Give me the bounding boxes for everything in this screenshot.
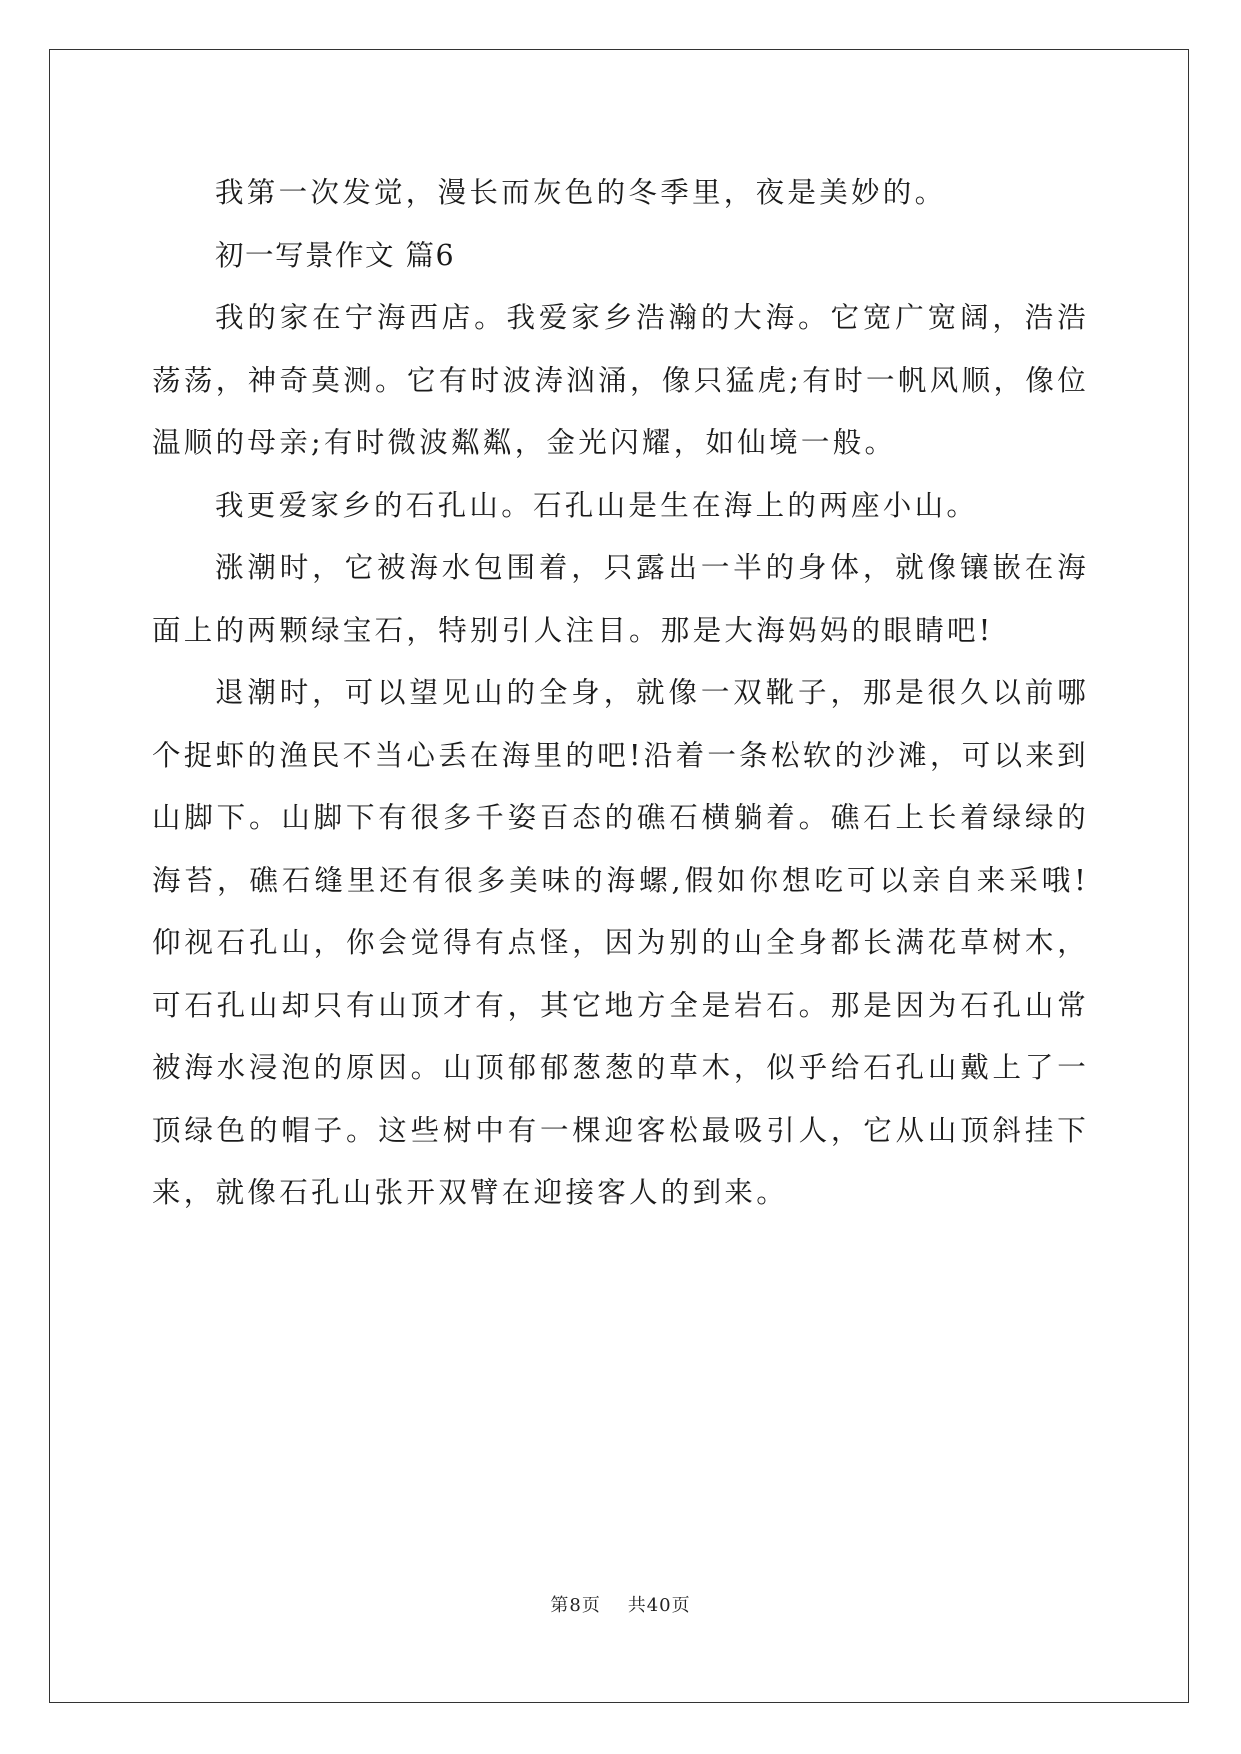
- paragraph-low-tide: 退潮时，可以望见山的全身，就像一双靴子，那是很久以前哪个捉虾的渔民不当心丢在海里的吧!沿着一条松软的沙滩，可以来到山脚下。山脚下有很多千姿百态的礁石横躺着。礁石上长着绿绿的海苔，礁石缝里还有很多美味的海螺,假如你想吃可以亲自来采哦!仰视石孔山，你会觉得有点怪，因为别的山全身都长满花草树木，可石孔山却只有山顶才有，其它地方全是岩石。那是因为石孔山常被海水浸泡的原因。山顶郁郁葱葱的草木，似乎给石孔山戴上了一顶绿色的帽子。这些树中有一棵迎客松最吸引人，它从山顶斜挂下来，就像石孔山张开双臂在迎接客人的到来。: [152, 676, 1089, 1209]
- section-heading: 初一写景作文 篇6: [215, 238, 456, 272]
- document-body: [152, 162, 1089, 1225]
- paragraph-intro-closing: 我第一次发觉，漫长而灰色的冬季里，夜是美妙的。: [215, 176, 947, 209]
- page-number: 第8页: [550, 1595, 601, 1616]
- page-footer: [0, 1591, 1241, 1617]
- paragraph-shikong-mountain: 我更爱家乡的石孔山。石孔山是生在海上的两座小山。: [215, 488, 979, 522]
- paragraph-sea: 我的家在宁海西店。我爱家乡浩瀚的大海。它宽广宽阔，浩浩荡荡，神奇莫测。它有时波涛汹涌，像只猛虎;有时一帆风顺，像位温顺的母亲;有时微波粼粼，金光闪耀，如仙境一般。: [152, 301, 1089, 459]
- page-total: 共40页: [627, 1595, 691, 1616]
- paragraph-high-tide: 涨潮时，它被海水包围着，只露出一半的身体，就像镶嵌在海面上的两颗绿宝石，特别引人注目。那是大海妈妈的眼睛吧!: [152, 551, 1089, 647]
